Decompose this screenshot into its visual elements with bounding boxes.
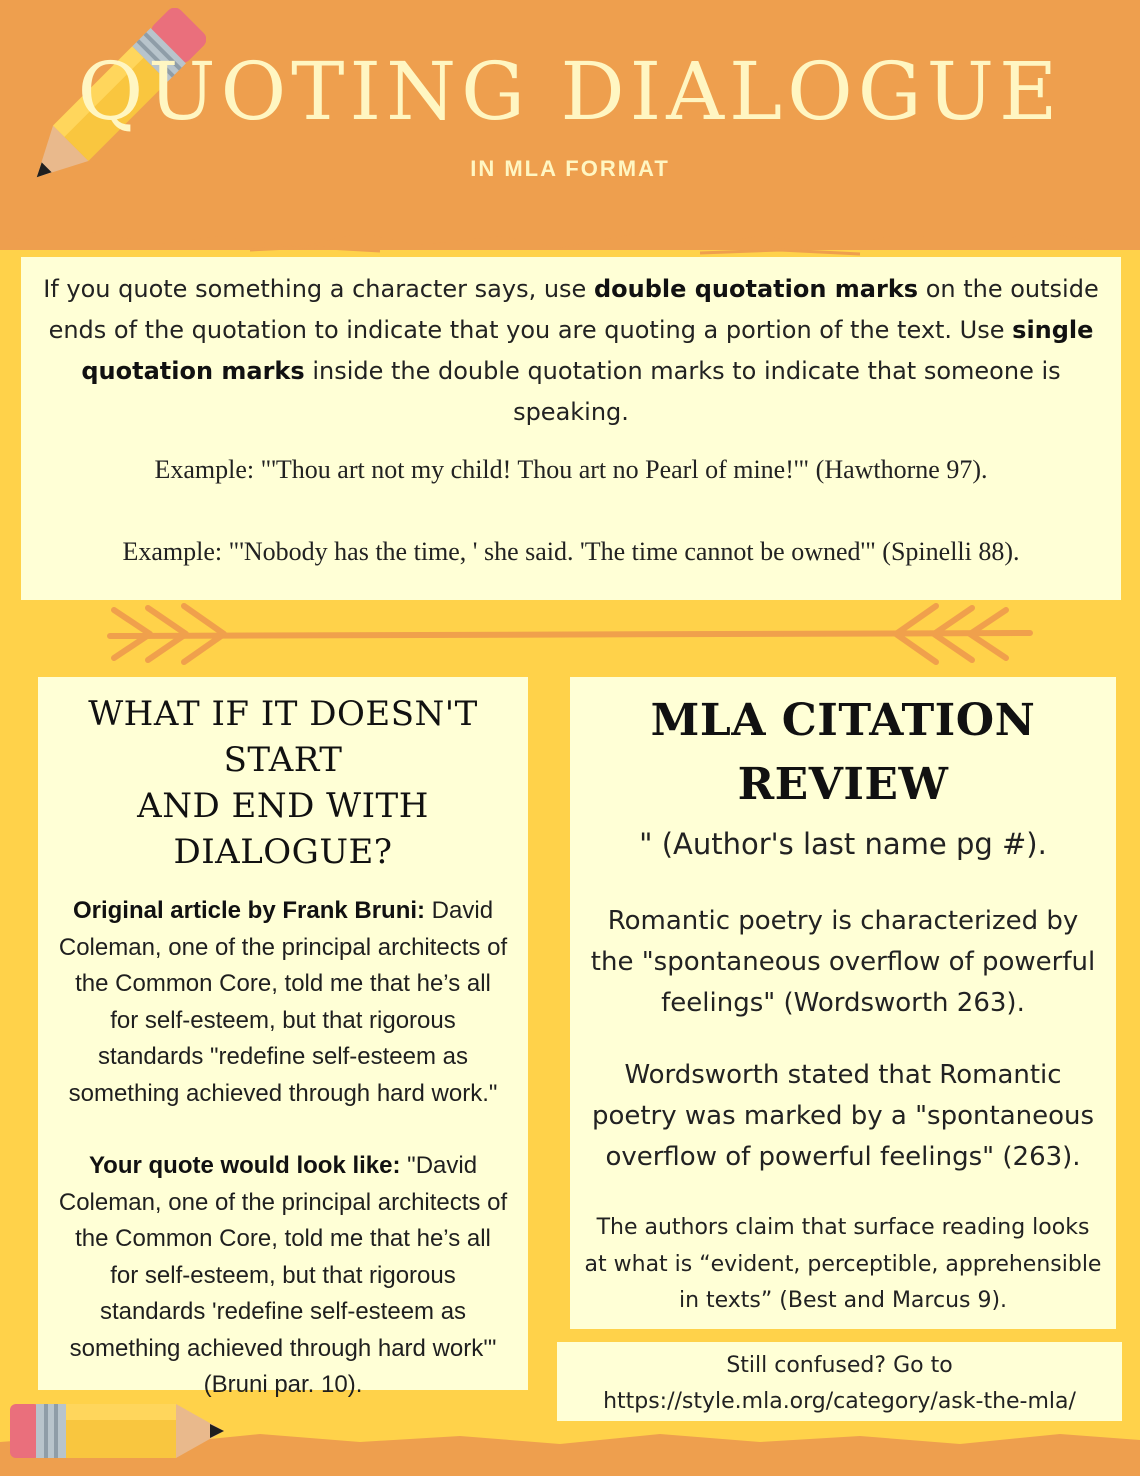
left-heading	[58, 691, 508, 875]
dialogue-explainer-box	[38, 677, 528, 1398]
intro-bold-single: single quotation marks	[81, 316, 1094, 385]
original-article-label: Original article by Frank Bruni:	[72, 897, 426, 924]
intro-example-2: Example: "'Nobody has the time, ' she said. 'The time cannot be owned'" (Spinelli 88).	[122, 537, 1020, 566]
intro-paragraph	[27, 269, 1115, 433]
citation-review-box	[570, 677, 1116, 1329]
page-subtitle: IN MLA FORMAT	[470, 156, 670, 181]
citation-example-1: Romantic poetry is characterized by the "spontaneous overflow of powerful feelings" (Wordsworth 263).	[590, 906, 1096, 1018]
page-title: QUOTING DIALOGUE	[77, 45, 1063, 138]
intro-example-1: Example: "'Thou art not my child! Thou art no Pearl of mine!'" (Hawthorne 97).	[154, 455, 988, 484]
original-article-paragraph	[58, 893, 508, 1112]
quote-example-text: "David Coleman, one of the principal architects of the Common Core, told me that he’s all for self-esteem, but that rigorous standards 'redefine self-esteem as something achieved through hard work'" (Bruni par. 10).	[58, 1152, 508, 1398]
pencil-icon	[10, 1398, 226, 1464]
original-article-text: David Coleman, one of the principal architects of the Common Core, told me that he’s all for self-esteem, but that rigorous standards "redefine self-esteem as something achieved through hard work."	[58, 897, 508, 1107]
header-band	[0, 0, 1140, 250]
citation-format: " (Author's last name pg #).	[639, 827, 1047, 861]
help-prompt: Still confused? Go to	[726, 1353, 953, 1378]
help-link-box	[557, 1342, 1122, 1421]
intro-text-1: If you quote something a character says, use	[43, 275, 594, 303]
arrow-divider-icon	[100, 600, 1040, 670]
help-url: https://style.mla.org/category/ask-the-mla/	[603, 1389, 1076, 1414]
intro-text-3: inside the double quotation marks to indicate that someone is speaking.	[304, 357, 1061, 426]
citation-example-3: The authors claim that surface reading looks at what is “evident, perceptible, apprehensible in texts” (Best and Marcus 9).	[584, 1215, 1102, 1313]
intro-box	[21, 257, 1121, 600]
left-heading-line-2: AND END WITH DIALOGUE?	[137, 786, 429, 872]
quote-example-paragraph	[58, 1148, 508, 1404]
citation-example-2: Wordsworth stated that Romantic poetry was marked by a "spontaneous overflow of powerful feelings" (263).	[591, 1060, 1095, 1172]
left-heading-line-1: WHAT IF IT DOESN'T START	[88, 694, 478, 780]
quote-example-label: Your quote would look like:	[88, 1152, 401, 1179]
citation-review-heading: MLA CITATION REVIEW	[650, 695, 1036, 810]
intro-text-2: on the outside ends of the quotation to indicate that you are quoting a portion of the text. Use	[48, 275, 1099, 344]
intro-bold-double: double quotation marks	[593, 275, 919, 303]
